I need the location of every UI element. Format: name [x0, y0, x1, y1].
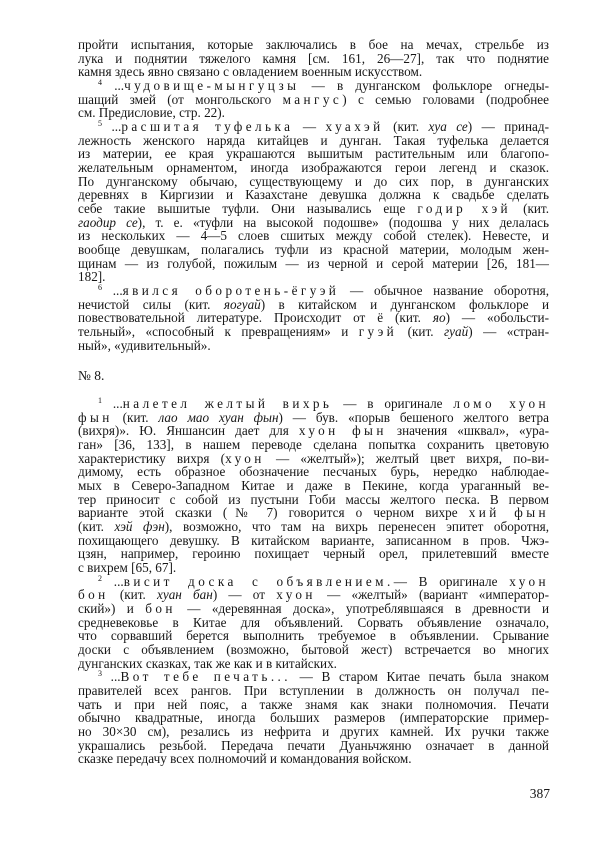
text-run: — «деревянная доска», употреблявшаяся в древности и: [175, 601, 549, 616]
text-line: [78, 243, 549, 257]
text-line: [78, 670, 549, 684]
spaced-term: фын: [78, 409, 113, 425]
text-run: из нескольких — 4—5 слоев сшитых между собой стелек). Невесте, и: [78, 228, 549, 244]
text-line: [78, 52, 549, 66]
text-line: [78, 188, 549, 202]
text-run: похищающего девушку. В китайском варианте, записанном в пров. Чжэ-: [78, 532, 549, 548]
spaced-term: хуон фын: [298, 423, 387, 439]
text-run: значения «шквал», «ура-: [386, 423, 549, 439]
text-line: [78, 547, 549, 561]
text-run: нечистой силы (кит.: [78, 296, 224, 312]
text-run: но 30×30 см), резались из нефрита и других камней. Их ручки также: [78, 724, 549, 740]
text-run: мых в Северо-Западном Китае и даже в Пекине, когда ураганный ве-: [78, 477, 549, 493]
text-run: ) — от: [212, 587, 277, 603]
page-body: [78, 38, 549, 766]
italic-term: хуа се: [428, 119, 468, 135]
text-line: [78, 493, 549, 507]
text-line: [78, 479, 549, 493]
text-run: ), возможно, что там на вихрь перенесен эпитет оборотня,: [164, 518, 549, 534]
text-line: [78, 534, 549, 548]
text-run: ский») и: [78, 601, 146, 616]
italic-term: хуан бан: [157, 587, 213, 603]
text-run: (кит.: [397, 324, 445, 340]
spaced-term: хуон: [276, 587, 316, 603]
text-line: [78, 575, 549, 589]
spaced-term: расшитая туфелька: [121, 119, 294, 135]
text-line: [78, 711, 549, 725]
spaced-term: Вот тебе печать...: [120, 669, 292, 685]
spaced-term: мангус: [282, 91, 343, 107]
text-line: [78, 147, 549, 161]
text-line: [78, 452, 549, 466]
text-run: ) — принад-: [467, 119, 549, 135]
text-line: [78, 65, 549, 79]
spaced-term: хуон: [509, 573, 550, 589]
spaced-term: бон: [78, 587, 109, 603]
spaced-term: годир хэй: [417, 201, 512, 217]
text-line: [78, 339, 549, 353]
text-line: [78, 397, 549, 411]
text-run: ) — «стран-: [468, 324, 549, 340]
text-line: [78, 216, 549, 230]
footnote-paragraph: [78, 397, 549, 575]
text-line: [78, 120, 549, 134]
text-run: ...: [102, 119, 122, 135]
text-run: (кит.: [112, 409, 159, 425]
text-run: ...: [102, 78, 125, 94]
text-run: — В старом Китае печать была знаком: [291, 669, 550, 685]
text-run: (вихря)». Ю. Яншансин дает для: [78, 423, 299, 439]
text-line: [78, 93, 549, 107]
text-line: [78, 616, 549, 630]
text-line: [78, 684, 549, 698]
text-run: сказке передачу всех полномочий и командования войском.: [78, 751, 412, 767]
spaced-term: висит доска с объявлением.: [123, 573, 394, 589]
text-line: [78, 311, 549, 325]
footnote-paragraph: [78, 284, 549, 352]
text-run: щинам — из голубой, пожилым — из черной и серой материи [26, 181—: [78, 255, 549, 271]
text-run: характеристику вихря (: [78, 450, 226, 466]
footnote-marker: 6: [98, 283, 102, 293]
text-run: камня здесь явно связано с овладением военным искусством.: [78, 64, 423, 80]
text-run: что сорвавший берется выполнить требуемое в объявлении. Срывание: [78, 628, 549, 644]
text-run: правителей всех рангов. При вступлении в должность он получал пе-: [78, 683, 549, 699]
text-run: —: [293, 119, 326, 135]
text-line: [78, 411, 549, 425]
text-run: ), т. е. «туфли на высокой подошве» (подошва у них делалась: [137, 214, 549, 230]
text-line: [78, 520, 549, 534]
spaced-term: налетел желтый вихрь: [122, 395, 333, 411]
italic-term: яогуай: [223, 296, 261, 312]
text-line: [78, 698, 549, 712]
text-line: [78, 161, 549, 175]
section-heading: № 8.: [78, 368, 105, 384]
text-run: пройти испытания, которые заключались в бое на мечах, стрельбе из: [78, 37, 549, 52]
text-line: [78, 629, 549, 643]
text-run: доски с объявлением (возможно, бытовой жест) встречается во многих: [78, 642, 549, 658]
text-run: ) — «обольсти-: [445, 310, 550, 326]
text-run: ...: [102, 573, 124, 589]
text-run: себе такие вышитые туфли. Они назывались еще: [78, 201, 418, 217]
footnote-paragraph: [78, 670, 549, 766]
text-run: цзян, например, героиню похищает черный орел, прилетевший вместе: [78, 546, 549, 562]
text-line: [78, 438, 549, 452]
text-run: ...: [102, 283, 123, 299]
footnote-paragraph: [78, 120, 549, 284]
text-run: тер приносит с собой из пустыни Гоби массы желтого песка. В первом: [78, 491, 549, 507]
text-run: повествовательной литературе. Происходит от ё (кит.: [78, 310, 433, 326]
text-run: украшались резьбой. Передача печати Дуаньчжяню означает в данной: [78, 737, 549, 753]
text-run: — в дунганском фольклоре огнеды-: [299, 78, 549, 94]
spaced-term: хуон: [225, 450, 265, 466]
text-line: [78, 202, 549, 216]
text-line: [78, 725, 549, 739]
text-line: [78, 257, 549, 271]
text-line: [78, 284, 549, 298]
footnote-marker: 5: [98, 119, 102, 129]
text-run: лежность женского наряда китайцев и дунган. Такая туфелька делается: [78, 132, 549, 148]
italic-term: яо: [432, 310, 446, 326]
text-line: [78, 465, 549, 479]
text-run: ган» [36, 133], в нашем переводе сделана попытка сохранить цветовую: [78, 436, 549, 452]
text-line: [78, 588, 549, 602]
text-run: 182].: [78, 269, 106, 285]
spaced-term: чудовище-мынгуцзы: [124, 78, 300, 94]
footnote-marker: 1: [98, 395, 102, 405]
spaced-term: явился оборотень-ёгуэй: [122, 283, 340, 299]
spaced-term: гуэй: [358, 324, 398, 340]
text-line: [78, 79, 549, 93]
footnote-marker: 2: [98, 573, 102, 583]
text-run: деревнях в Киргизии и Казахстане девушка должна к свадьбе сделать: [78, 187, 549, 203]
text-line: [78, 602, 549, 616]
text-run: варианте этой сказки (№ 7) говорится о черном вихре: [78, 505, 469, 521]
page-number: 387: [529, 786, 550, 801]
text-run: По дунганскому обычаю, существующему и до сих пор, в дунганских: [78, 173, 549, 189]
footnote-paragraph: [78, 575, 549, 671]
text-run: лука и поднятии тяжелого камня [см. 161, 26—27], так что поднятие: [78, 50, 549, 66]
text-run: ...: [102, 395, 123, 411]
text-run: — «желтый» (вариант «император-: [315, 587, 549, 603]
text-run: дунганских сказках, так же как и в китайских.: [78, 655, 337, 671]
text-line: [78, 134, 549, 148]
spaced-term: хий фын: [468, 505, 549, 521]
italic-term: гуай: [444, 324, 469, 340]
text-run: ) — був. «порыв бешеного желтого ветра: [278, 409, 549, 425]
italic-term: гаодир се: [78, 214, 138, 230]
text-line: [78, 424, 549, 438]
text-run: средневековье в Китае для объявлений. Сорвать объявление означало,: [78, 614, 549, 630]
spaced-term: хуахэй: [325, 119, 384, 135]
spaced-term: ломо хуон: [453, 395, 550, 411]
italic-term: хэй фэн: [114, 518, 165, 534]
text-run: (кит.: [511, 201, 549, 217]
text-run: — в оригинале: [332, 395, 454, 411]
text-run: (кит.: [78, 518, 115, 534]
text-run: ный», «удивительный».: [78, 337, 211, 353]
text-line: [78, 106, 549, 120]
paragraph-continued: [78, 38, 549, 79]
text-run: чать и при ней пояс, а также знамя как знаки полномочия. Печати: [78, 696, 549, 712]
text-run: с вихрем [65, 67].: [78, 559, 177, 575]
text-line: [78, 38, 549, 52]
text-run: тельный», «способный к превращениям» и: [78, 324, 359, 340]
text-run: желательным орнаментом, иногда изображаются герои легенд и сказок.: [78, 160, 549, 176]
text-run: вообще девушкам, полагались туфли из красной материи, молодым жен-: [78, 242, 549, 258]
italic-term: лао мао хуан фын: [158, 409, 279, 425]
text-line: [78, 643, 549, 657]
text-run: см. Предисловие, стр. 22).: [78, 105, 225, 121]
text-line: [78, 175, 549, 189]
text-line: [78, 561, 549, 575]
text-run: из материи, ее края украшаются вышитым растительным или благопо-: [78, 146, 549, 162]
text-run: — В оригинале: [393, 573, 510, 589]
text-run: обычно квадратные, иногда больших размеров (императорские пример-: [78, 710, 549, 726]
text-line: [78, 657, 549, 671]
text-run: (кит.: [383, 119, 429, 135]
footnote-marker: 4: [98, 78, 102, 88]
footnote-marker: 3: [98, 669, 102, 679]
text-line: [78, 229, 549, 243]
text-run: — «желтый»); желтый цвет вихря, по-ви-: [264, 450, 549, 466]
text-run: димому, есть образное обозначение песчаных бурь, нередко наблюдае-: [78, 464, 549, 480]
text-line: [78, 506, 549, 520]
text-run: ) с семью головами (подробнее: [342, 91, 549, 107]
spaced-term: бон: [145, 601, 176, 616]
text-line: [78, 739, 549, 753]
text-run: шащий змей (от монгольского: [78, 91, 283, 107]
footnote-paragraph: [78, 79, 549, 120]
text-run: (кит.: [108, 587, 157, 603]
text-line: [78, 270, 549, 284]
text-run: ...: [102, 669, 121, 685]
text-line: [78, 298, 549, 312]
text-line: [78, 752, 549, 766]
text-line: [78, 325, 549, 339]
text-run: ) в китайском и дунганском фольклоре и: [260, 296, 550, 312]
text-run: — обычное название оборотня,: [339, 283, 550, 299]
